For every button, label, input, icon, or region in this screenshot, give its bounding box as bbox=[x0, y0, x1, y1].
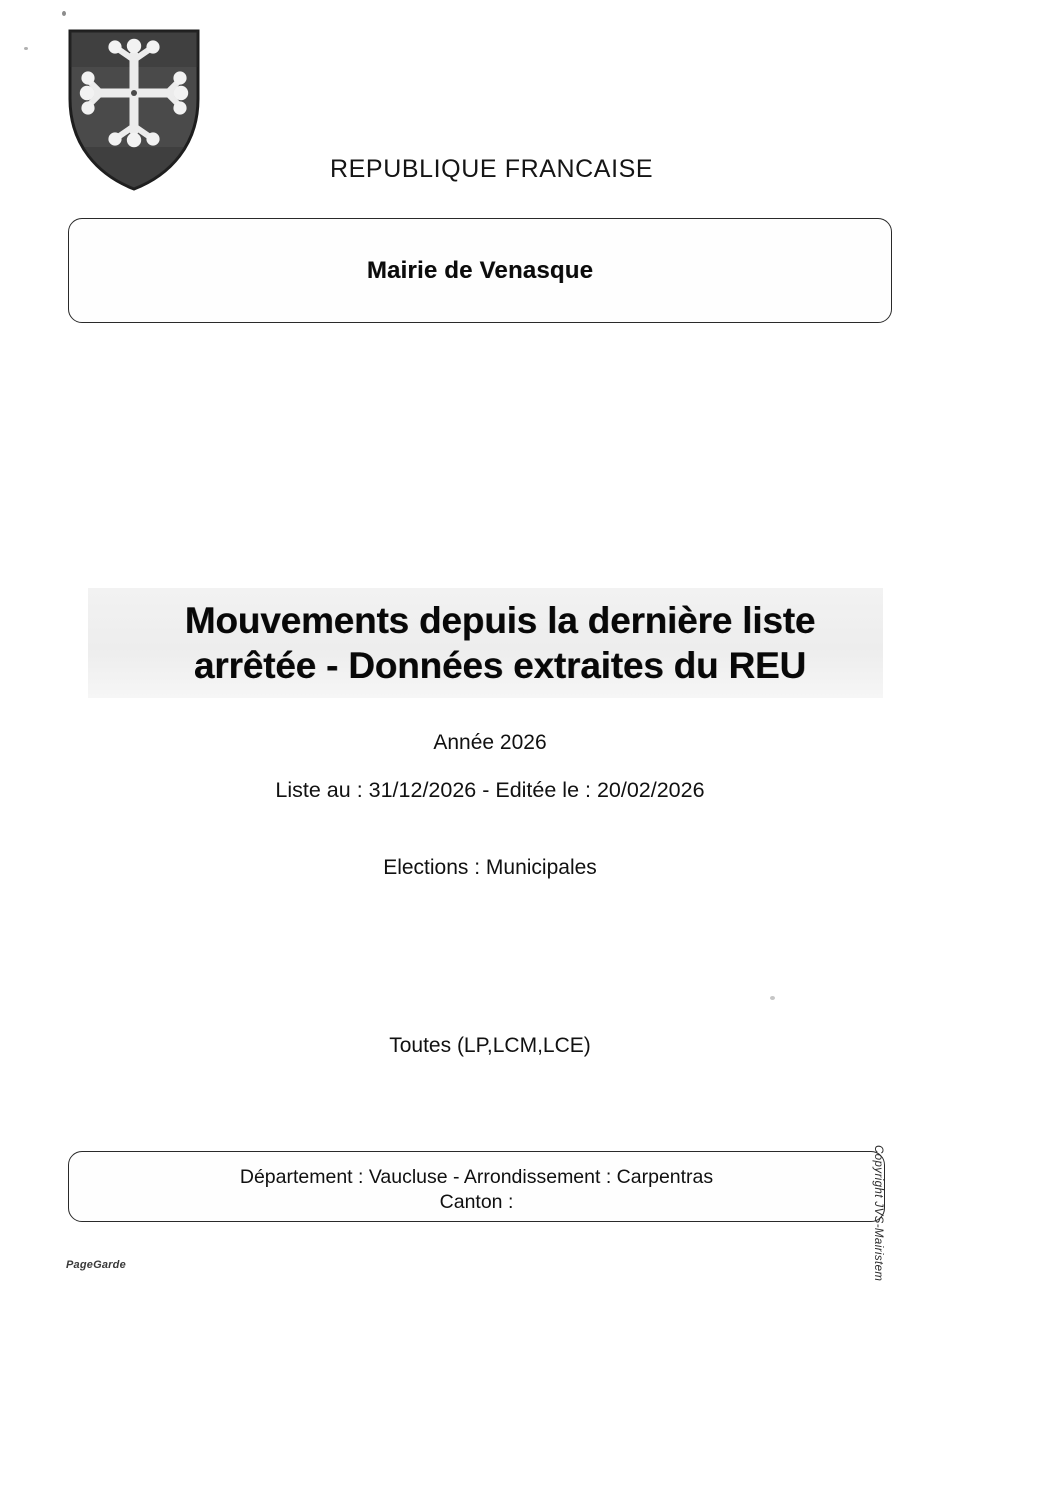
copyright-notice: Copyright JVS-Mairistem bbox=[872, 1145, 884, 1282]
scan-speck bbox=[770, 996, 775, 1000]
scope-line: Toutes (LP,LCM,LCE) bbox=[389, 1034, 591, 1057]
dates-line: Liste au : 31/12/2026 - Editée le : 20/02/2026 bbox=[275, 778, 705, 802]
mairie-name: Mairie de Venasque bbox=[366, 257, 594, 284]
page-marker: PageGarde bbox=[66, 1259, 126, 1271]
year-line: Année 2026 bbox=[433, 731, 547, 754]
page-title-line-2: arrêtée - Données extraites du REU bbox=[193, 645, 807, 686]
geography-box bbox=[68, 1151, 885, 1222]
scan-speck bbox=[24, 47, 28, 50]
geography-text bbox=[69, 1165, 884, 1215]
geography-line-1: Département : Vaucluse - Arrondissement : Carpentras bbox=[239, 1166, 714, 1188]
scan-speck bbox=[62, 11, 66, 16]
elections-line: Elections : Municipales bbox=[383, 856, 597, 879]
mairie-box bbox=[68, 218, 892, 323]
republic-heading: REPUBLIQUE FRANCAISE bbox=[330, 155, 654, 183]
geography-line-2: Canton : bbox=[439, 1191, 514, 1213]
page-title bbox=[60, 598, 940, 688]
coat-of-arms-icon bbox=[66, 27, 202, 193]
page-title-line-1: Mouvements depuis la dernière liste bbox=[184, 600, 816, 641]
